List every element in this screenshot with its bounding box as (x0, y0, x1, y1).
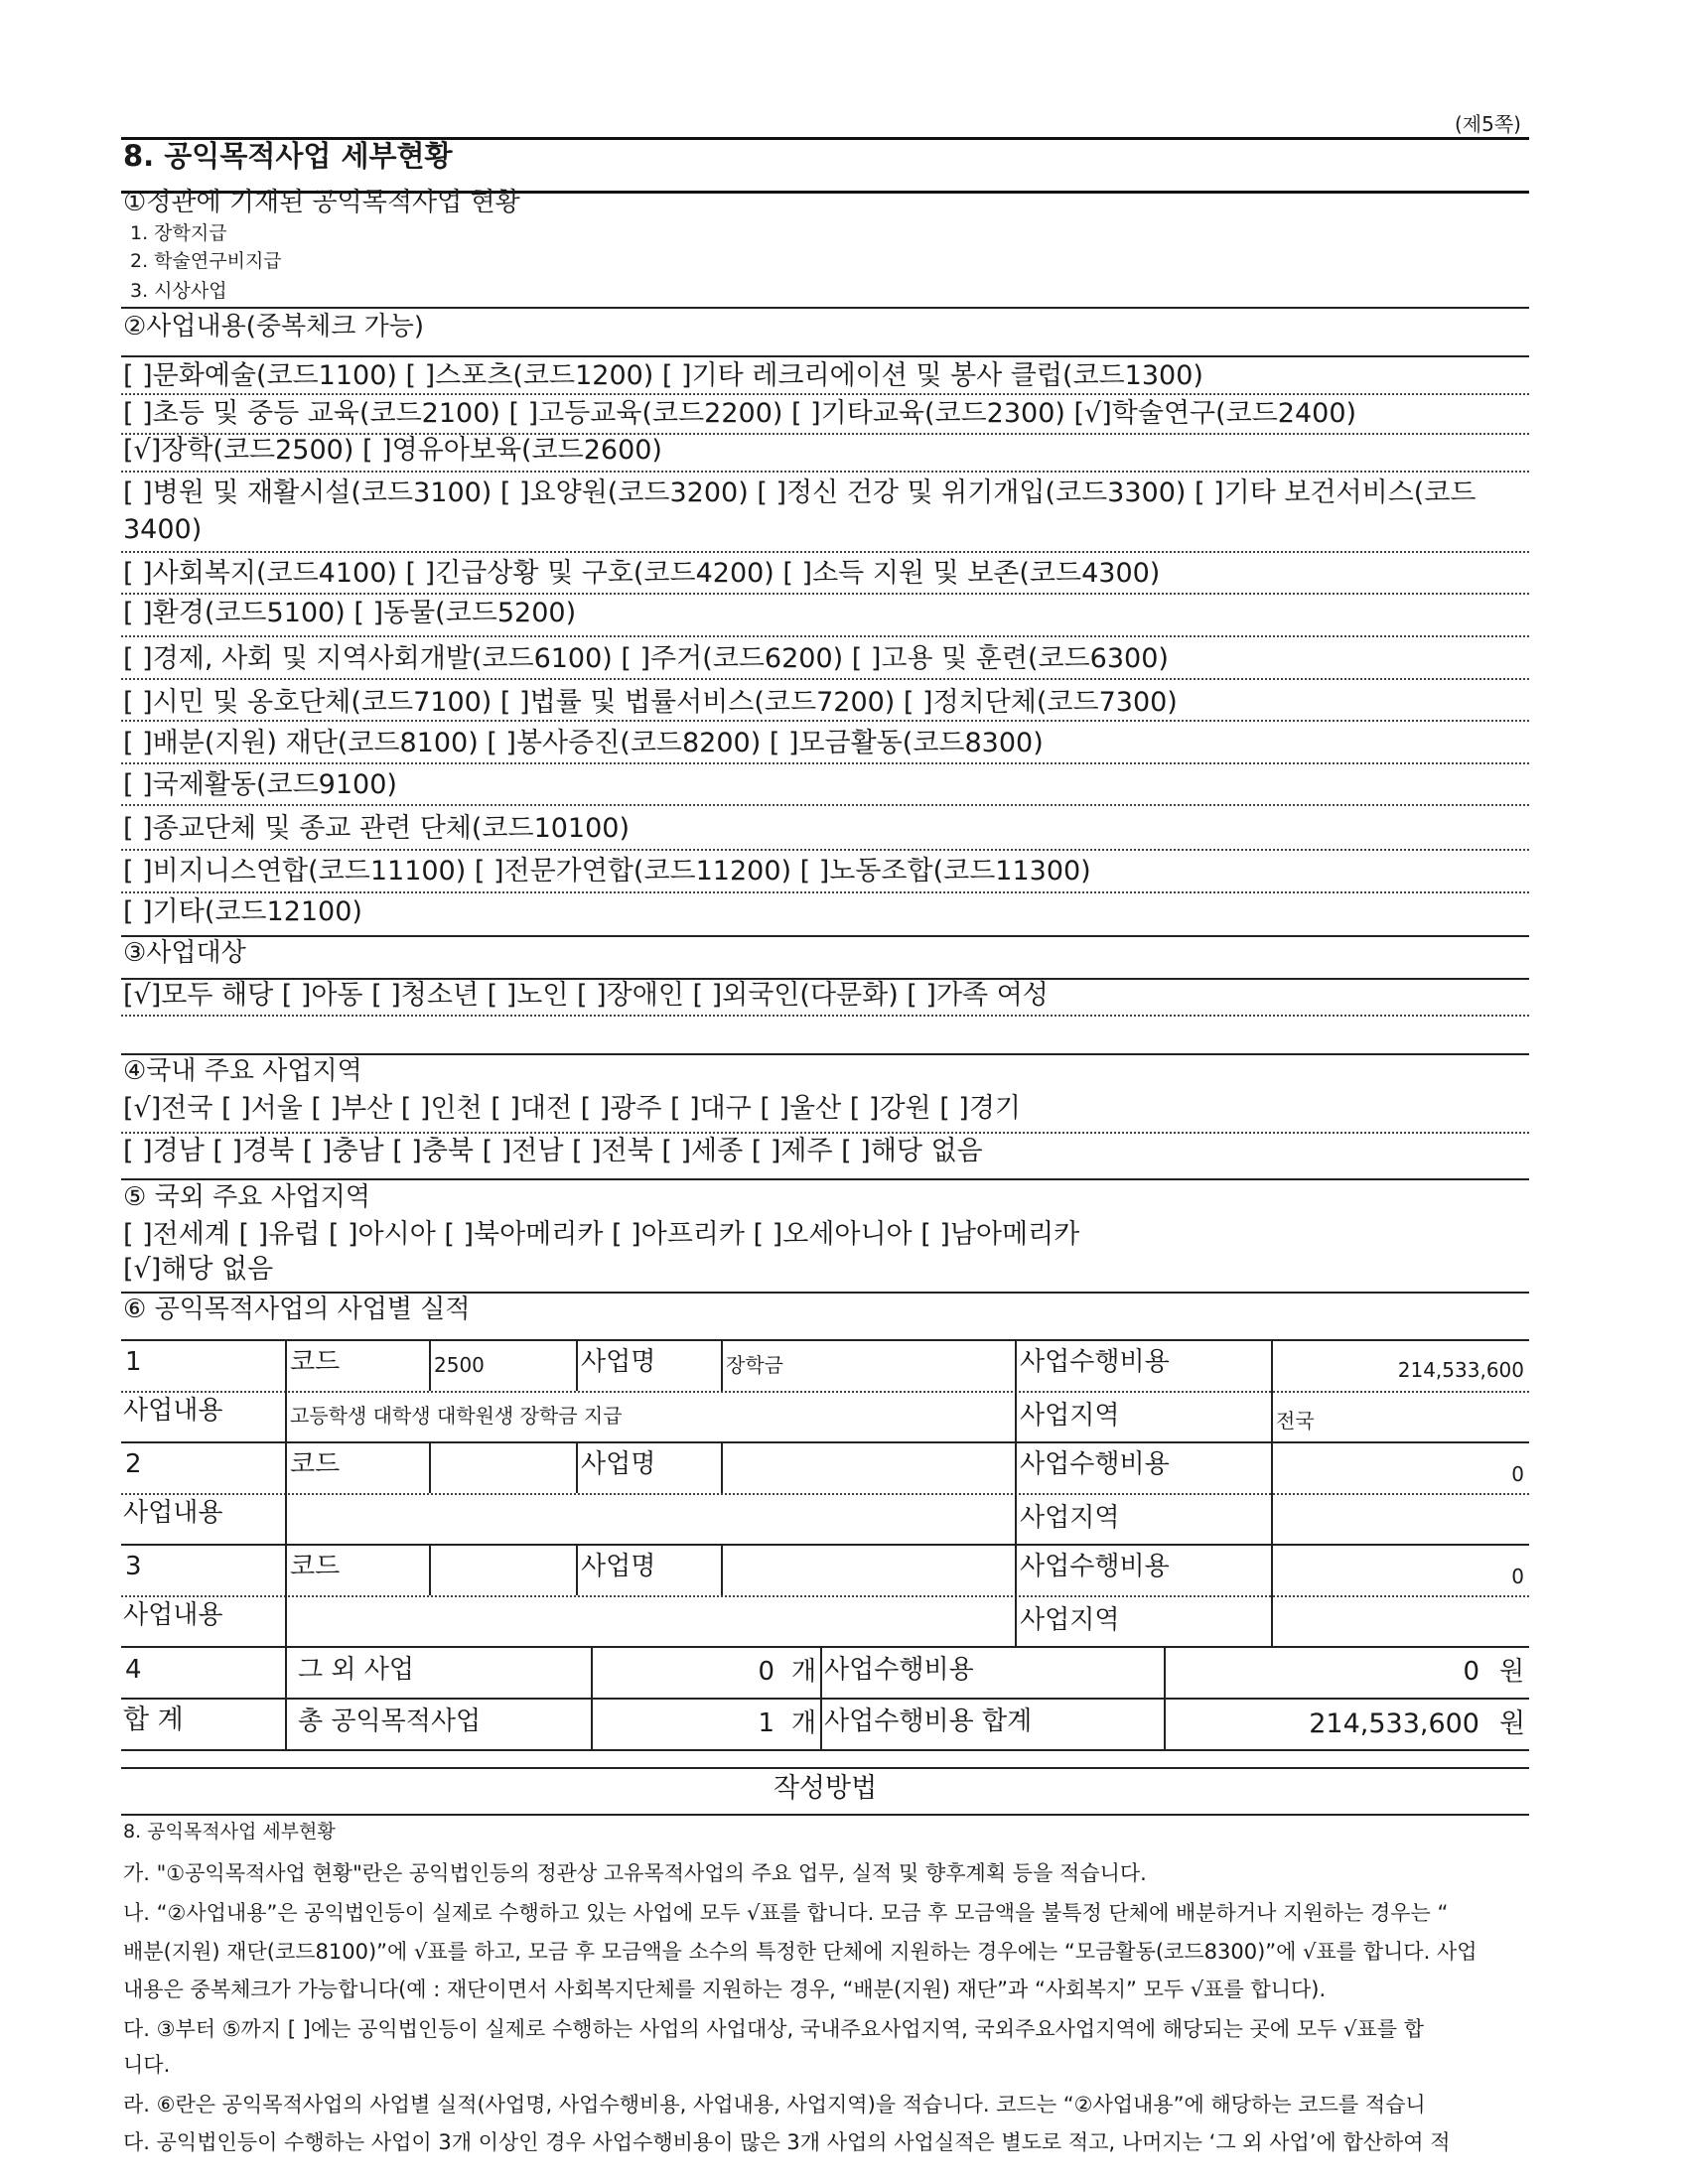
overseas-heading: ⑤ 국외 주요 사업지역 (123, 1182, 371, 1212)
domestic-line: [√]전국 [ ]서울 [ ]부산 [ ]인천 [ ]대전 [ ]광주 [ ]대구 [ ]울산 [ ]강원 [ ]경기 (123, 1093, 1022, 1124)
row-divider (121, 1441, 1529, 1443)
total-desc: 총 공익목적사업 (298, 1706, 482, 1736)
row-divider (121, 1493, 1529, 1495)
row-divider (121, 762, 1529, 764)
cost-label: 사업수행비용 (1020, 1347, 1170, 1377)
content-label: 사업내용 (123, 1600, 223, 1630)
row-divider (121, 1646, 1529, 1648)
other-row-number: 4 (125, 1655, 142, 1685)
row-divider (121, 891, 1529, 893)
cost-value: 214,533,600 (1397, 1358, 1524, 1382)
name-label: 사업명 (581, 1552, 656, 1581)
row-divider (121, 1544, 1529, 1546)
guide-line: 다. ③부터 ⑤까지 [ ]에는 공익법인등이 실제로 수행하는 사업의 사업대상, 국내주요사업지역, 국외주요사업지역에 해당되는 곳에 모두 √표를 합 (123, 2017, 1424, 2041)
table-col-line (721, 1339, 723, 1391)
article-item: 2. 학술연구비지급 (130, 250, 282, 272)
section-rule (121, 307, 1529, 309)
target-line: [√]모두 해당 [ ]아동 [ ]청소년 [ ]노인 [ ]장애인 [ ]외국인(다문화) [ ]가족 여성 (123, 980, 1049, 1011)
total-label: 합 계 (123, 1705, 184, 1735)
articles-heading: ①정관에 기재된 공익목적사업 현황 (123, 188, 520, 217)
row-divider (121, 1595, 1529, 1597)
other-label: 그 외 사업 (298, 1655, 414, 1685)
section-title: 8. 공익목적사업 세부현황 (123, 139, 453, 173)
row-divider (121, 393, 1529, 395)
table-col-line (1015, 1339, 1017, 1646)
guide-subtitle: 8. 공익목적사업 세부현황 (123, 1821, 336, 1843)
table-col-line (1164, 1646, 1166, 1749)
page-number-label: (제5쪽) (1455, 112, 1521, 136)
table-top-rule (121, 1339, 1529, 1341)
business-content-line: [ ]환경(코드5100) [ ]동물(코드5200) (123, 598, 577, 628)
region-label: 사업지역 (1020, 1401, 1120, 1431)
content-value: 고등학생 대학생 대학원생 장학금 지급 (290, 1404, 623, 1428)
table-col-line (576, 1441, 578, 1493)
performance-heading: ⑥ 공익목적사업의 사업별 실적 (123, 1295, 471, 1324)
table-col-line (721, 1441, 723, 1493)
total-cost-unit: 원 (1499, 1708, 1526, 1739)
row-divider (121, 1132, 1529, 1134)
table-col-line (721, 1544, 723, 1595)
guide-line: 가. "①공익목적사업 현황"란은 공익법인등의 정관상 고유목적사업의 주요 업무, 실적 및 향후계획 등을 적습니다. (123, 1861, 1147, 1885)
header-rule (121, 137, 1529, 140)
row-number: 1 (125, 1347, 142, 1377)
table-col-line (429, 1544, 431, 1595)
business-content-line: [ ]종교단체 및 종교 관련 단체(코드10100) (123, 813, 631, 844)
domestic-line: [ ]경남 [ ]경북 [ ]충남 [ ]충북 [ ]전남 [ ]전북 [ ]세종 [ ]제주 [ ]해당 없음 (123, 1136, 983, 1166)
guide-line: 배분(지원) 재단(코드8100)”에 √표를 하고, 모금 후 모금액을 소수의 특정한 단체에 지원하는 경우에는 “모금활동(코드8300)”에 √표를 합니다. 사업 (123, 1940, 1477, 1964)
total-count-unit: 개 (791, 1708, 817, 1738)
content-label: 사업내용 (123, 1396, 223, 1426)
guide-rule (121, 1814, 1529, 1816)
other-cost: 0 (1463, 1657, 1479, 1687)
article-item: 3. 시상사업 (130, 280, 227, 302)
business-content-line: [ ]경제, 사회 및 지역사회개발(코드6100) [ ]주거(코드6200) [ ]고용 및 훈련(코드6300) (123, 643, 1169, 674)
row-divider (121, 635, 1529, 637)
other-cost-label: 사업수행비용 (824, 1655, 974, 1685)
region-value: 전국 (1276, 1409, 1315, 1433)
row-number: 3 (125, 1552, 142, 1581)
code-label: 코드 (290, 1449, 341, 1479)
table-col-line (285, 1339, 287, 1646)
total-cost: 214,533,600 (1309, 1708, 1479, 1739)
other-count: 0 (758, 1657, 774, 1687)
code-label: 코드 (290, 1347, 341, 1377)
other-count-unit: 개 (791, 1657, 817, 1687)
business-content-line: [ ]국제활동(코드9100) (123, 769, 397, 800)
business-content-line: [ ]사회복지(코드4100) [ ]긴급상황 및 구호(코드4200) [ ]소득 지원 및 보존(코드4300) (123, 558, 1161, 589)
table-col-line (429, 1441, 431, 1493)
target-heading: ③사업대상 (123, 938, 246, 968)
cost-value: 0 (1511, 1462, 1524, 1486)
row-divider (121, 849, 1529, 851)
other-cost-unit: 원 (1499, 1657, 1525, 1687)
business-content-line: [ ]시민 및 옹호단체(코드7100) [ ]법률 및 법률서비스(코드7200) [ ]정치단체(코드7300) (123, 687, 1178, 718)
business-content-line: [ ]기타(코드12100) (123, 896, 362, 927)
row-divider (121, 720, 1529, 722)
business-content-line: [ ]배분(지원) 재단(코드8100) [ ]봉사증진(코드8200) [ ]모금활동(코드8300) (123, 728, 1044, 758)
row-divider (121, 593, 1529, 595)
domestic-heading: ④국내 주요 사업지역 (123, 1056, 362, 1086)
name-value: 장학금 (726, 1353, 783, 1377)
row-divider (121, 1391, 1529, 1393)
cost-label: 사업수행비용 (1020, 1449, 1170, 1479)
business-content-line: [ ]비지니스연합(코드11100) [ ]전문가연합(코드11200) [ ]노동조합(코드11300) (123, 856, 1091, 887)
row-divider (121, 1698, 1529, 1700)
table-col-line (285, 1646, 287, 1749)
article-item: 1. 장학지급 (130, 222, 227, 244)
name-label: 사업명 (581, 1449, 656, 1479)
table-col-line (591, 1646, 593, 1749)
overseas-line: [√]해당 없음 (123, 1254, 274, 1285)
overseas-line: [ ]전세계 [ ]유럽 [ ]아시아 [ ]북아메리카 [ ]아프리카 [ ]오세아니아 [ ]남아메리카 (123, 1219, 1080, 1250)
code-label: 코드 (290, 1552, 341, 1581)
guide-line: 다. 공익법인등이 수행하는 사업이 3개 이상인 경우 사업수행비용이 많은 3개 사업의 사업실적은 별도로 적고, 나머지는 ‘그 외 사업’에 합산하여 적 (123, 2130, 1451, 2154)
row-divider (121, 551, 1529, 553)
table-col-line (820, 1646, 822, 1749)
row-number: 2 (125, 1449, 142, 1479)
region-label: 사업지역 (1020, 1605, 1120, 1635)
code-value: 2500 (434, 1353, 485, 1377)
business-content-heading: ②사업내용(중복체크 가능) (123, 312, 425, 341)
business-content-line: [ ]문화예술(코드1100) [ ]스포츠(코드1200) [ ]기타 레크리에이션 및 봉사 클럽(코드1300) (123, 360, 1203, 391)
business-content-line: 3400) (123, 514, 203, 545)
cost-value: 0 (1511, 1565, 1524, 1588)
business-content-line: [√]장학(코드2500) [ ]영유아보육(코드2600) (123, 435, 662, 466)
row-divider (121, 471, 1529, 473)
table-col-line (576, 1544, 578, 1595)
section-rule (121, 935, 1529, 937)
business-content-line: [ ]병원 및 재활시설(코드3100) [ ]요양원(코드3200) [ ]정신 건강 및 위기개입(코드3300) [ ]기타 보건서비스(코드 (123, 478, 1477, 508)
section-rule (121, 355, 1529, 357)
content-label: 사업내용 (123, 1498, 223, 1528)
row-divider (121, 804, 1529, 806)
table-bottom-rule (121, 1749, 1529, 1751)
guide-line: 나. “②사업내용”은 공익법인등이 실제로 수행하고 있는 사업에 모두 √표를 합니다. 모금 후 모금액을 불특정 단체에 배분하거나 지원하는 경우는 “ (123, 1901, 1449, 1925)
row-divider (121, 678, 1529, 680)
guide-line: 니다. (123, 2053, 171, 2077)
cost-label: 사업수행비용 (1020, 1552, 1170, 1581)
table-col-line (1271, 1339, 1273, 1646)
total-cost-label: 사업수행비용 합계 (824, 1706, 1033, 1736)
guide-line: 내용은 중복체크가 가능합니다(예 : 재단이면서 사회복지단체를 지원하는 경우, “배분(지원) 재단”과 “사회복지” 모두 √표를 합니다). (123, 1978, 1327, 2001)
name-label: 사업명 (581, 1347, 656, 1377)
region-label: 사업지역 (1020, 1503, 1120, 1533)
total-count: 1 (758, 1708, 774, 1738)
row-divider (121, 1015, 1529, 1017)
guide-line: 라. ⑥란은 공익목적사업의 사업별 실적(사업명, 사업수행비용, 사업내용, 사업지역)을 적습니다. 코드는 “②사업내용”에 해당하는 코드를 적습니 (123, 2093, 1426, 2116)
business-content-line: [ ]초등 및 중등 교육(코드2100) [ ]고등교육(코드2200) [ ]기타교육(코드2300) [√]학술연구(코드2400) (123, 398, 1357, 429)
guide-title: 작성방법 (773, 1773, 878, 1804)
table-col-line (429, 1339, 431, 1391)
table-col-line (576, 1339, 578, 1391)
section-rule (121, 1178, 1529, 1180)
